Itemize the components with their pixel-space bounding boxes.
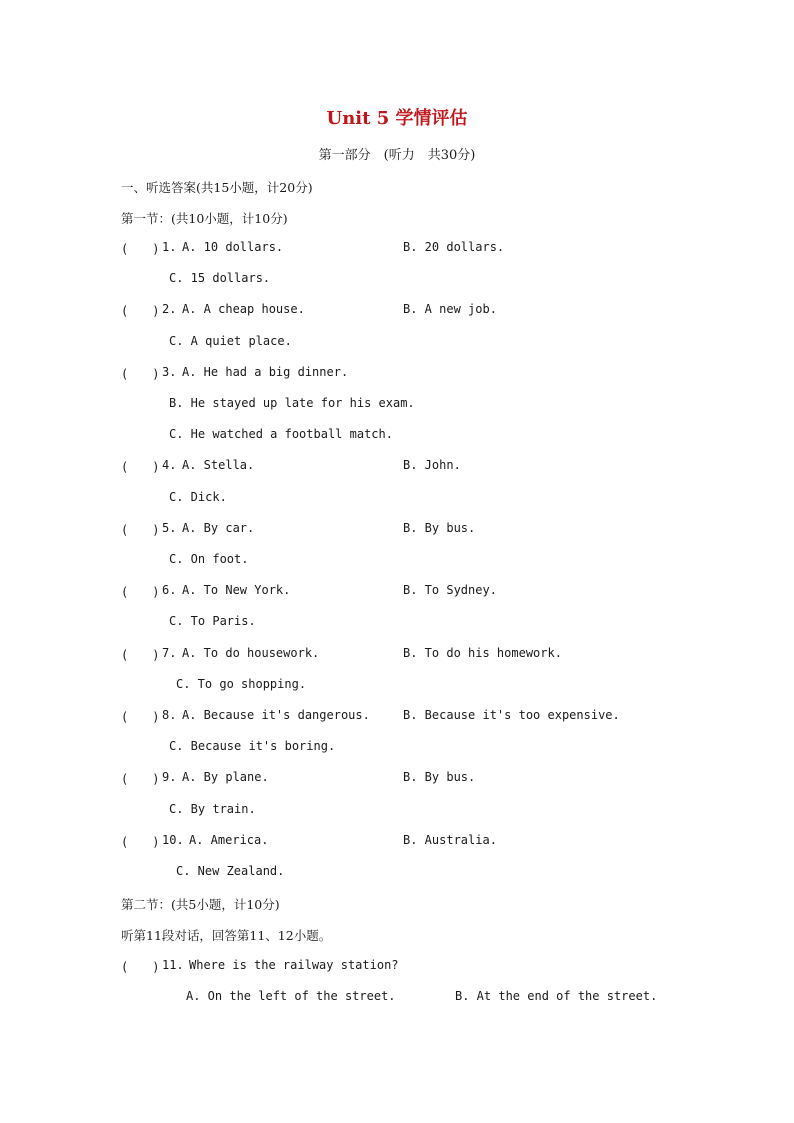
question-number: 9. [162,770,177,784]
part-title: 第一部分 (听力 共30分) [318,148,476,163]
option-c: C. He watched a football match. [169,427,393,441]
question-number: 1. [162,240,177,254]
answer-blank[interactable]: ( ) [121,242,160,256]
option-b: B. At the end of the street. [455,989,658,1003]
option-c: C. On foot. [169,552,249,566]
question-number: 4. [162,458,177,472]
question-number: 11. [162,958,184,972]
option-c: C. A quiet place. [169,334,292,348]
instruction-text: 听第11段对话，回答第11、12小题。 [121,928,332,943]
option-c: C. To go shopping. [176,677,307,691]
subsection-heading: 第一节：(共10小题，计10分) [121,211,288,226]
answer-blank[interactable]: ( ) [121,460,160,474]
option-a: A. A cheap house. [182,302,305,316]
subsection-heading-2: 第二节：(共5小题，计10分) [121,897,280,912]
question-number: 6. [162,583,177,597]
question-number: 10. [162,833,184,847]
question-number: 7. [162,646,177,660]
option-c: C. To Paris. [169,614,256,628]
option-c: C. New Zealand. [176,864,285,878]
option-a: A. America. [189,833,269,847]
option-b: B. To Sydney. [403,583,497,597]
answer-blank[interactable]: ( ) [121,585,160,599]
question-number: 5. [162,521,177,535]
option-b: B. John. [403,458,461,472]
answer-blank[interactable]: ( ) [121,710,160,724]
answer-blank[interactable]: ( ) [121,304,160,318]
question-text: Where is the railway station? [189,958,399,972]
question-number: 8. [162,708,177,722]
answer-blank[interactable]: ( ) [121,523,160,537]
option-a: A. On the left of the street. [186,989,396,1003]
option-c: C. By train. [169,802,256,816]
answer-blank[interactable]: ( ) [121,960,160,974]
option-b: B. By bus. [403,770,476,784]
option-a: A. 10 dollars. [182,240,284,254]
answer-blank[interactable]: ( ) [121,648,160,662]
answer-blank[interactable]: ( ) [121,367,160,381]
option-a: A. Because it's dangerous. [182,708,370,722]
answer-blank[interactable]: ( ) [121,772,160,786]
option-c: C. Dick. [169,490,227,504]
option-b: B. By bus. [403,521,476,535]
page-title: Unit 5 学情评估 [326,108,468,129]
option-a: A. He had a big dinner. [182,365,349,379]
answer-blank[interactable]: ( ) [121,835,160,849]
option-a: A. By car. [182,521,255,535]
option-a: A. To do housework. [182,646,320,660]
question-number: 3. [162,365,177,379]
option-a: A. To New York. [182,583,291,597]
question-number: 2. [162,302,177,316]
option-c: C. 15 dollars. [169,271,271,285]
option-c: C. Because it's boring. [169,739,336,753]
option-b: B. To do his homework. [403,646,562,660]
option-b: B. 20 dollars. [403,240,505,254]
option-b: B. Because it's too expensive. [403,708,620,722]
option-b: B. A new job. [403,302,497,316]
option-b: B. He stayed up late for his exam. [169,396,415,410]
option-b: B. Australia. [403,833,497,847]
option-a: A. By plane. [182,770,269,784]
section-heading: 一、听选答案(共15小题，计20分) [121,180,313,195]
option-a: A. Stella. [182,458,255,472]
